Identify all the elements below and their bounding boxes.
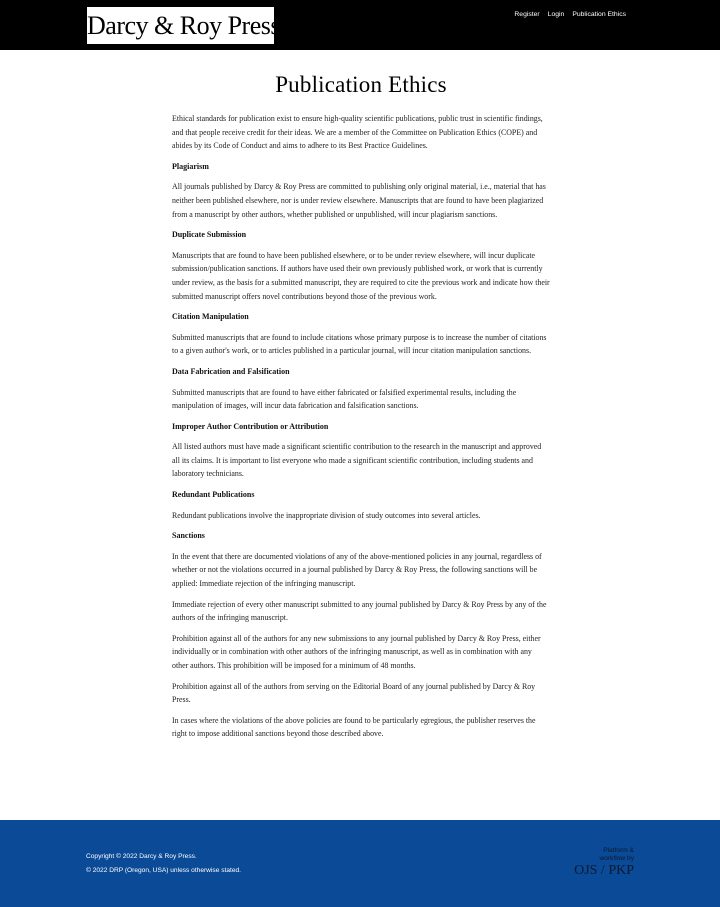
site-logo[interactable]: Darcy & Roy Press — [87, 7, 274, 44]
section-paragraph: Redundant publications involve the inappropriate division of study outcomes into several articles. — [172, 510, 481, 520]
section-heading: Sanctions — [172, 531, 205, 541]
section-paragraph: Prohibition against all of the authors from serving on the Editorial Board of any journal published by Darcy & Roy Press. — [172, 681, 536, 705]
policy-section — [172, 228, 550, 303]
section-paragraph: All journals published by Darcy & Roy Press are committed to publishing only original material, i.e., material that has neither been published elsewhere, nor is under review elsewhere. Manuscripts that are found to have been plagiarized from a manuscript by other authors, whether published or unpublished, will incur plagiarism sanctions. — [172, 182, 546, 219]
policy-section — [172, 310, 550, 358]
section-paragraph: In cases where the violations of the above policies are found to be particularly egregious, the publisher reserves the right to impose additional sanctions beyond those described above. — [172, 715, 536, 739]
ojs-pkp-logo: OJS / PKP — [574, 863, 634, 878]
section-paragraph: All listed authors must have made a significant scientific contribution to the research in the manuscript and approved all its claims. It is important to list everyone who made a significant scientific contribution, including students and laboratory technicians. — [172, 442, 542, 479]
platform-text: Platform & — [603, 847, 634, 854]
intro-paragraph: Ethical standards for publication exist to ensure high-quality scientific publications, public trust in scientific findings, and that people receive credit for their ideas. We are a member of the Committee on Publication Ethics (COPE) and abides by its Code of Conduct and aims to adhere to its Best Practice Guidelines. — [172, 114, 543, 151]
section-heading: Plagiarism — [172, 161, 209, 171]
page-title: Publication Ethics — [275, 72, 447, 97]
section-paragraph: Prohibition against all of the authors for any new submissions to any journal published by Darcy & Roy Press, either individually or in combination with other authors of the infringing manuscript, as well as in combination with any other authors. This prohibition will be imposed for a minimum of 48 months. — [172, 633, 541, 670]
footer-copyright — [86, 850, 241, 878]
top-nav — [514, 11, 626, 18]
nav-register-link[interactable]: Register — [514, 11, 540, 18]
section-paragraph: Immediate rejection of every other manuscript submitted to any journal published by Darcy & Roy Press by any of the authors of the infringing manuscript. — [172, 599, 547, 623]
section-paragraph: In the event that there are documented violations of any of the above-mentioned policies in any journal, regardless of whether or not the violations occurred in a journal published by Darcy & Roy Press, the following sanctions will be applied: Immediate rejection of the infringing manuscript. — [172, 551, 542, 589]
section-heading: Citation Manipulation — [172, 312, 249, 322]
policy-section — [172, 365, 550, 413]
section-heading: Improper Author Contribution or Attribution — [172, 421, 329, 431]
nav-publication-ethics-link[interactable]: Publication Ethics — [572, 11, 626, 18]
site-footer — [0, 820, 720, 907]
section-heading: Data Fabrication and Falsification — [172, 366, 290, 376]
site-header — [0, 0, 720, 50]
section-paragraph: Submitted manuscripts that are found to have either fabricated or falsified experimental results, including the manipulation of images, will incur data fabrication and falsification sanctions. — [172, 387, 517, 411]
license-line: © 2022 DRP (Oregon, USA) unless otherwise stated. — [86, 867, 242, 874]
policy-section — [172, 420, 550, 481]
section-heading: Duplicate Submission — [172, 230, 247, 240]
copyright-line: Copyright © 2022 Darcy & Roy Press. — [86, 853, 197, 860]
workflow-text: workflow by — [599, 855, 634, 862]
main-content — [172, 72, 550, 748]
policy-section — [172, 529, 550, 741]
nav-login-link[interactable]: Login — [547, 11, 565, 18]
section-paragraph: Submitted manuscripts that are found to include citations whose primary purpose is to increase the number of citations to a given author's work, or to articles published in a particular journal, will incur citation manipulation sanctions. — [172, 332, 547, 356]
pkp-platform-link[interactable] — [574, 847, 634, 879]
section-paragraph: Manuscripts that are found to have been published elsewhere, or to be under review elsewhere, will incur duplicate submission/publication sanctions. If authors have used their own previously published work, or work that is currently under review, as the basis for a submitted manuscript, they are required to cite the previous work and indicate how their submitted manuscript offers novel contributions beyond those of the previous work. — [172, 250, 550, 301]
policy-section — [172, 160, 550, 221]
policy-sections — [172, 160, 550, 741]
policy-section — [172, 488, 550, 522]
section-heading: Redundant Publications — [172, 490, 255, 500]
